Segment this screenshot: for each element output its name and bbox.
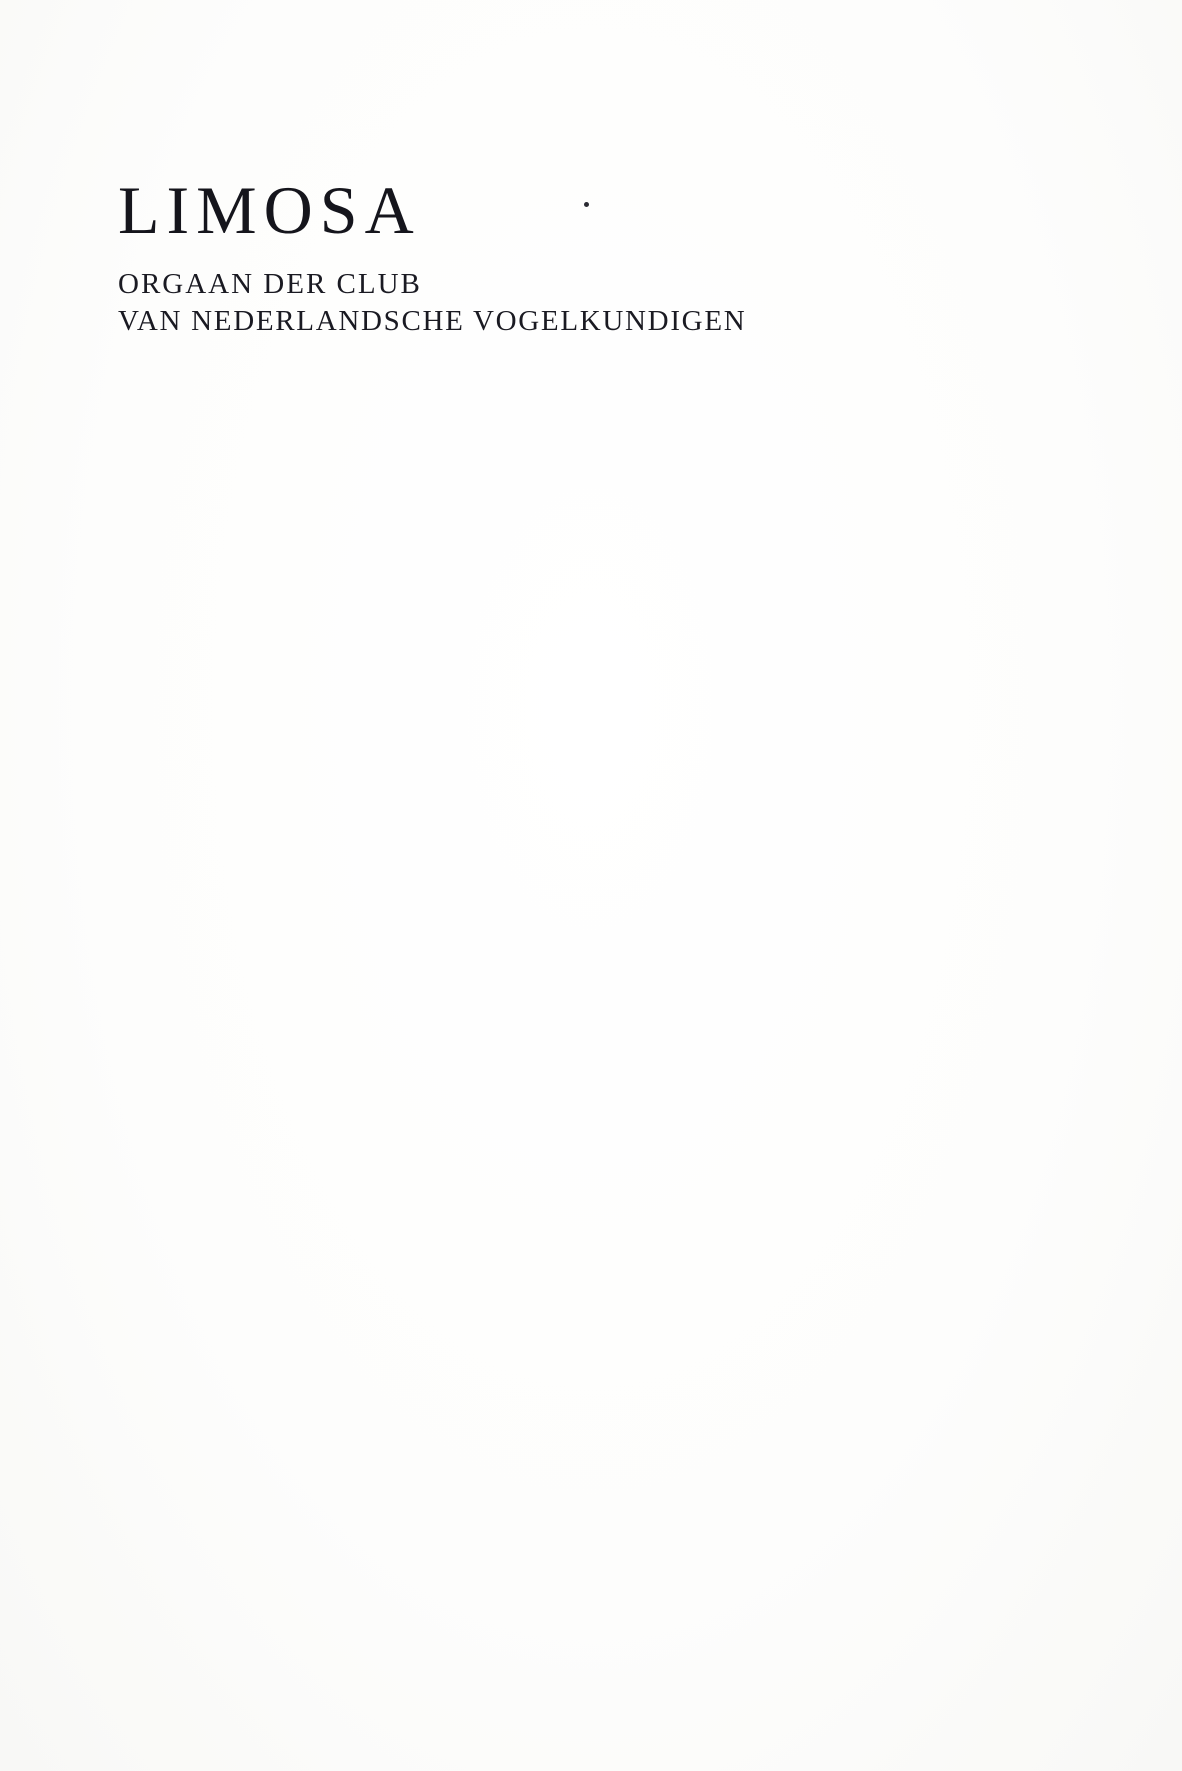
page-title: LIMOSA bbox=[118, 172, 421, 248]
subtitle-line-2: VAN NEDERLANDSCHE VOGELKUNDIGEN bbox=[118, 305, 747, 338]
masthead bbox=[118, 172, 978, 340]
ink-speck-mark bbox=[584, 202, 589, 207]
subtitle-line-1: ORGAAN DER CLUB bbox=[118, 268, 422, 300]
subtitle-block bbox=[118, 266, 978, 340]
